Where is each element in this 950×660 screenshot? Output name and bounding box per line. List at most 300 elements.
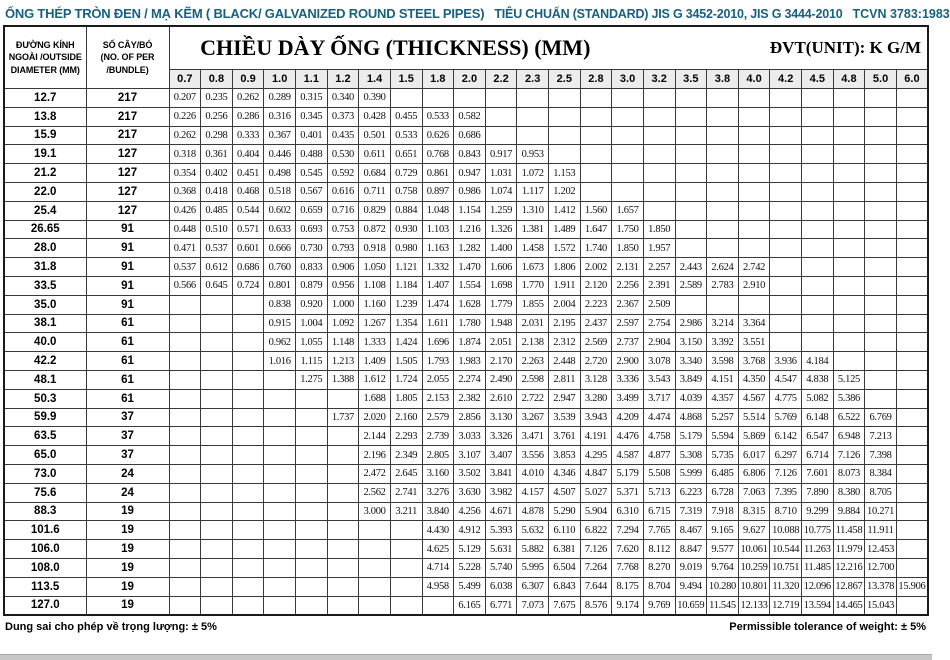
weight-cell: 10.751: [770, 558, 802, 577]
weight-cell: 0.651: [390, 145, 422, 164]
weight-cell: [422, 596, 454, 615]
weight-cell: 2.443: [675, 258, 707, 277]
weight-cell: 10.271: [865, 502, 897, 521]
weight-cell: 3.392: [707, 333, 739, 352]
thickness-column-header: 3.2: [643, 70, 675, 89]
weight-cell: [264, 502, 296, 521]
weight-cell: 1.724: [390, 370, 422, 389]
weight-cell: [802, 276, 834, 295]
table-row: [4, 502, 928, 521]
bundle-cell: 37: [86, 427, 169, 446]
weight-cell: 0.404: [232, 145, 264, 164]
weight-cell: 6.728: [707, 483, 739, 502]
weight-cell: 7.918: [707, 502, 739, 521]
bundle-header-line3: /BUNDLE): [106, 64, 149, 75]
bundle-cell: 91: [86, 258, 169, 277]
weight-cell: [896, 540, 928, 559]
weight-cell: 5.499: [454, 577, 486, 596]
weight-cell: [612, 164, 644, 183]
weight-cell: 1.673: [517, 258, 549, 277]
weight-cell: 3.160: [422, 464, 454, 483]
weight-cell: 2.569: [580, 333, 612, 352]
weight-cell: [643, 145, 675, 164]
weight-cell: [865, 370, 897, 389]
weight-cell: 2.490: [485, 370, 517, 389]
weight-cell: [485, 126, 517, 145]
diameter-cell: 127.0: [4, 596, 86, 615]
weight-cell: 4.357: [707, 389, 739, 408]
weight-cell: [264, 577, 296, 596]
weight-cell: [201, 464, 233, 483]
weight-cell: [896, 558, 928, 577]
weight-cell: [169, 540, 201, 559]
thickness-column-header: 0.7: [169, 70, 201, 89]
weight-cell: [169, 314, 201, 333]
bundle-cell: 19: [86, 502, 169, 521]
weight-cell: 1.016: [264, 352, 296, 371]
weight-cell: 1.000: [327, 295, 359, 314]
weight-cell: 1.740: [580, 239, 612, 258]
weight-cell: 0.986: [454, 182, 486, 201]
weight-cell: 6.504: [549, 558, 581, 577]
weight-cell: 1.153: [549, 164, 581, 183]
weight-cell: 2.293: [390, 427, 422, 446]
thickness-column-header: 3.5: [675, 70, 707, 89]
thickness-column-header: 4.5: [802, 70, 834, 89]
weight-cell: [232, 370, 264, 389]
weight-cell: 0.571: [232, 220, 264, 239]
weight-cell: 0.962: [264, 333, 296, 352]
weight-cell: 4.191: [580, 427, 612, 446]
weight-cell: [201, 314, 233, 333]
weight-cell: 6.223: [675, 483, 707, 502]
weight-cell: [327, 483, 359, 502]
weight-cell: 1.424: [390, 333, 422, 352]
weight-cell: 0.724: [232, 276, 264, 295]
weight-cell: 2.783: [707, 276, 739, 295]
table-row: [4, 89, 928, 108]
weight-cell: [675, 126, 707, 145]
table-row: [4, 295, 928, 314]
weight-cell: [201, 483, 233, 502]
weight-cell: [359, 577, 391, 596]
weight-cell: [802, 145, 834, 164]
thickness-column-header: 3.0: [612, 70, 644, 89]
weight-cell: [390, 558, 422, 577]
weight-cell: 3.214: [707, 314, 739, 333]
weight-cell: [833, 107, 865, 126]
weight-cell: [327, 558, 359, 577]
weight-cell: 7.890: [802, 483, 834, 502]
weight-cell: 11.263: [802, 540, 834, 559]
weight-cell: 5.082: [802, 389, 834, 408]
weight-cell: 0.207: [169, 89, 201, 108]
weight-cell: 2.509: [643, 295, 675, 314]
diameter-cell: 65.0: [4, 446, 86, 465]
weight-cell: 6.948: [833, 427, 865, 446]
weight-cell: 4.507: [549, 483, 581, 502]
weight-cell: 6.381: [549, 540, 581, 559]
weight-cell: 1.332: [422, 258, 454, 277]
weight-cell: [770, 220, 802, 239]
weight-cell: 3.556: [517, 446, 549, 465]
weight-cell: 1.409: [359, 352, 391, 371]
weight-cell: [264, 389, 296, 408]
weight-cell: 5.869: [738, 427, 770, 446]
bundle-cell: 37: [86, 446, 169, 465]
weight-cell: 0.373: [327, 107, 359, 126]
weight-cell: 1.805: [390, 389, 422, 408]
weight-cell: 4.151: [707, 370, 739, 389]
weight-cell: [232, 483, 264, 502]
weight-cell: 0.428: [359, 107, 391, 126]
weight-cell: 4.010: [517, 464, 549, 483]
weight-cell: [770, 145, 802, 164]
weight-cell: 0.426: [169, 201, 201, 220]
weight-cell: [738, 164, 770, 183]
weight-cell: 1.275: [296, 370, 328, 389]
weight-cell: 3.130: [485, 408, 517, 427]
weight-cell: 12.719: [770, 596, 802, 615]
weight-cell: 1.103: [422, 220, 454, 239]
weight-cell: [549, 126, 581, 145]
table-row: [4, 408, 928, 427]
weight-cell: [738, 201, 770, 220]
weight-cell: [865, 182, 897, 201]
weight-cell: 3.471: [517, 427, 549, 446]
weight-cell: 6.547: [802, 427, 834, 446]
bundle-cell: 24: [86, 483, 169, 502]
weight-cell: 0.566: [169, 276, 201, 295]
weight-cell: [738, 239, 770, 258]
weight-cell: 0.537: [169, 258, 201, 277]
weight-cell: 0.686: [232, 258, 264, 277]
thickness-column-header: 2.3: [517, 70, 549, 89]
diameter-cell: 88.3: [4, 502, 86, 521]
weight-cell: [359, 540, 391, 559]
weight-cell: [896, 521, 928, 540]
weight-cell: 0.768: [422, 145, 454, 164]
table-row: [4, 239, 928, 258]
weight-cell: 10.659: [675, 596, 707, 615]
weight-cell: [833, 220, 865, 239]
weight-cell: 0.451: [232, 164, 264, 183]
weight-cell: [327, 521, 359, 540]
weight-cell: 7.126: [770, 464, 802, 483]
weight-cell: 0.915: [264, 314, 296, 333]
weight-cell: 5.393: [485, 521, 517, 540]
weight-cell: 1.031: [485, 164, 517, 183]
weight-cell: [707, 201, 739, 220]
weight-cell: 8.073: [833, 464, 865, 483]
weight-cell: 2.004: [549, 295, 581, 314]
page-title: ỐNG THÉP TRÒN ĐEN / MẠ KẼM ( BLACK/ GALVANIZED ROUND STEEL PIPES): [5, 6, 485, 21]
weight-cell: 3.982: [485, 483, 517, 502]
weight-cell: 2.055: [422, 370, 454, 389]
weight-cell: [296, 483, 328, 502]
bundle-cell: 91: [86, 239, 169, 258]
weight-cell: [707, 89, 739, 108]
table-row: [4, 333, 928, 352]
weight-cell: [169, 408, 201, 427]
weight-cell: 3.761: [549, 427, 581, 446]
weight-cell: [833, 126, 865, 145]
weight-cell: 7.319: [675, 502, 707, 521]
weight-cell: 1.612: [359, 370, 391, 389]
weight-cell: 0.333: [232, 126, 264, 145]
weight-cell: 1.388: [327, 370, 359, 389]
weight-cell: 6.310: [612, 502, 644, 521]
weight-cell: [675, 107, 707, 126]
weight-cell: 0.544: [232, 201, 264, 220]
weight-cell: 11.485: [802, 558, 834, 577]
weight-cell: 3.717: [643, 389, 675, 408]
weight-cell: [201, 295, 233, 314]
diameter-cell: 59.9: [4, 408, 86, 427]
weight-cell: [232, 408, 264, 427]
weight-cell: [232, 314, 264, 333]
weight-cell: [865, 220, 897, 239]
weight-cell: 0.455: [390, 107, 422, 126]
weight-cell: 1.657: [612, 201, 644, 220]
weight-cell: [327, 446, 359, 465]
weight-cell: [296, 558, 328, 577]
weight-cell: [896, 182, 928, 201]
weight-cell: 1.092: [327, 314, 359, 333]
weight-cell: [169, 333, 201, 352]
weight-cell: 1.407: [422, 276, 454, 295]
weight-cell: 0.402: [201, 164, 233, 183]
weight-cell: 3.841: [485, 464, 517, 483]
weight-cell: [865, 276, 897, 295]
bundle-cell: 19: [86, 540, 169, 559]
weight-cell: 8.380: [833, 483, 865, 502]
weight-cell: [169, 483, 201, 502]
weight-cell: 9.764: [707, 558, 739, 577]
weight-cell: [802, 333, 834, 352]
table-row: [4, 352, 928, 371]
weight-cell: 2.020: [359, 408, 391, 427]
weight-cell: [201, 540, 233, 559]
weight-cell: [865, 333, 897, 352]
weight-cell: [580, 89, 612, 108]
weight-cell: 0.545: [296, 164, 328, 183]
weight-cell: 3.340: [675, 352, 707, 371]
weight-cell: 1.326: [485, 220, 517, 239]
weight-cell: 0.448: [169, 220, 201, 239]
weight-cell: [201, 389, 233, 408]
weight-cell: [770, 239, 802, 258]
weight-cell: 5.999: [675, 464, 707, 483]
weight-cell: 1.160: [359, 295, 391, 314]
weight-cell: 0.953: [517, 145, 549, 164]
weight-cell: 3.630: [454, 483, 486, 502]
weight-cell: [327, 389, 359, 408]
bundle-cell: 19: [86, 577, 169, 596]
weight-cell: 0.918: [359, 239, 391, 258]
weight-cell: 2.223: [580, 295, 612, 314]
weight-cell: 0.286: [232, 107, 264, 126]
weight-cell: [169, 464, 201, 483]
weight-cell: 1.770: [517, 276, 549, 295]
weight-cell: 10.544: [770, 540, 802, 559]
weight-cell: [896, 464, 928, 483]
diameter-cell: 33.5: [4, 276, 86, 295]
thickness-column-header: 1.8: [422, 70, 454, 89]
weight-cell: 3.326: [485, 427, 517, 446]
thickness-column-header: 2.2: [485, 70, 517, 89]
weight-cell: [232, 295, 264, 314]
weight-cell: 14.465: [833, 596, 865, 615]
weight-cell: [802, 89, 834, 108]
weight-cell: [896, 446, 928, 465]
weight-cell: [327, 577, 359, 596]
diameter-cell: 21.2: [4, 164, 86, 183]
weight-cell: 5.735: [707, 446, 739, 465]
weight-cell: [833, 314, 865, 333]
weight-cell: [264, 521, 296, 540]
weight-cell: 6.110: [549, 521, 581, 540]
bundle-cell: 217: [86, 107, 169, 126]
weight-cell: 1.628: [454, 295, 486, 314]
weight-cell: 2.597: [612, 314, 644, 333]
weight-cell: 0.611: [359, 145, 391, 164]
weight-cell: 1.489: [549, 220, 581, 239]
weight-cell: 0.861: [422, 164, 454, 183]
weight-cell: [738, 295, 770, 314]
weight-cell: 11.320: [770, 577, 802, 596]
table-row: [4, 107, 928, 126]
weight-cell: [201, 502, 233, 521]
weight-cell: 7.073: [517, 596, 549, 615]
weight-cell: [232, 577, 264, 596]
weight-cell: 5.995: [517, 558, 549, 577]
weight-cell: [296, 408, 328, 427]
weight-cell: 0.262: [232, 89, 264, 108]
diameter-cell: 26.65: [4, 220, 86, 239]
weight-cell: [201, 596, 233, 615]
weight-cell: 8.576: [580, 596, 612, 615]
thickness-column-header: 1.2: [327, 70, 359, 89]
weight-cell: 2.448: [549, 352, 581, 371]
weight-cell: 5.713: [643, 483, 675, 502]
weight-cell: 5.632: [517, 521, 549, 540]
weight-cell: 10.775: [802, 521, 834, 540]
weight-cell: 1.213: [327, 352, 359, 371]
weight-cell: [517, 126, 549, 145]
diameter-cell: 35.0: [4, 295, 86, 314]
weight-cell: [802, 258, 834, 277]
weight-cell: [296, 502, 328, 521]
weight-cell: [327, 427, 359, 446]
weight-cell: [169, 521, 201, 540]
weight-cell: [643, 164, 675, 183]
table-row: [4, 126, 928, 145]
weight-cell: 9.627: [738, 521, 770, 540]
weight-cell: [264, 540, 296, 559]
thickness-column-header: 4.2: [770, 70, 802, 89]
weight-cell: 2.263: [517, 352, 549, 371]
weight-cell: [896, 239, 928, 258]
weight-cell: 0.659: [296, 201, 328, 220]
thickness-band-title: CHIỀU DÀY ỐNG (THICKNESS) (MM): [200, 35, 591, 60]
weight-cell: 2.739: [422, 427, 454, 446]
weight-cell: 2.720: [580, 352, 612, 371]
weight-cell: [738, 89, 770, 108]
weight-cell: [390, 596, 422, 615]
bundle-cell: 19: [86, 521, 169, 540]
weight-cell: [201, 521, 233, 540]
diameter-cell: 19.1: [4, 145, 86, 164]
weight-cell: 6.714: [802, 446, 834, 465]
weight-cell: 2.579: [422, 408, 454, 427]
thickness-column-header: 1.1: [296, 70, 328, 89]
weight-cell: 5.740: [485, 558, 517, 577]
weight-cell: 2.589: [675, 276, 707, 295]
weight-cell: [770, 107, 802, 126]
table-row: [4, 182, 928, 201]
weight-cell: 2.437: [580, 314, 612, 333]
weight-cell: 0.446: [264, 145, 296, 164]
weight-cell: 0.897: [422, 182, 454, 201]
diameter-cell: 40.0: [4, 333, 86, 352]
weight-cell: 5.386: [833, 389, 865, 408]
diameter-cell: 101.6: [4, 521, 86, 540]
weight-cell: [549, 145, 581, 164]
weight-cell: 4.350: [738, 370, 770, 389]
footer-note: [0, 616, 932, 633]
bundle-cell: 91: [86, 220, 169, 239]
weight-cell: 7.294: [612, 521, 644, 540]
weight-cell: [896, 502, 928, 521]
weight-cell: 1.267: [359, 314, 391, 333]
weight-cell: 9.769: [643, 596, 675, 615]
weight-cell: 7.644: [580, 577, 612, 596]
unit-label: ĐVT(UNIT): K G/M: [769, 38, 921, 57]
weight-cell: 0.468: [232, 182, 264, 201]
weight-cell: [612, 107, 644, 126]
weight-cell: 0.872: [359, 220, 391, 239]
weight-cell: [896, 596, 928, 615]
weight-cell: [296, 577, 328, 596]
weight-cell: 12.096: [802, 577, 834, 596]
weight-cell: [865, 126, 897, 145]
thickness-column-header: 1.4: [359, 70, 391, 89]
weight-cell: 3.849: [675, 370, 707, 389]
weight-cell: 3.267: [517, 408, 549, 427]
weight-cell: [675, 89, 707, 108]
weight-cell: 10.061: [738, 540, 770, 559]
weight-cell: 6.806: [738, 464, 770, 483]
weight-cell: 7.063: [738, 483, 770, 502]
table-row: [4, 389, 928, 408]
weight-cell: 1.957: [643, 239, 675, 258]
weight-cell: [770, 89, 802, 108]
weight-cell: 6.822: [580, 521, 612, 540]
weight-cell: 2.856: [454, 408, 486, 427]
weight-cell: 0.501: [359, 126, 391, 145]
weight-cell: 0.582: [454, 107, 486, 126]
weight-cell: 1.698: [485, 276, 517, 295]
standard-label: TIÊU CHUẨN (STANDARD) JIS G 3452-2010, JIS G 3444-2010: [494, 6, 843, 21]
weight-cell: 3.150: [675, 333, 707, 352]
weight-cell: 0.533: [390, 126, 422, 145]
weight-cell: 12.453: [865, 540, 897, 559]
weight-cell: [896, 333, 928, 352]
weight-cell: 9.577: [707, 540, 739, 559]
weight-cell: [770, 258, 802, 277]
weight-cell: 7.395: [770, 483, 802, 502]
